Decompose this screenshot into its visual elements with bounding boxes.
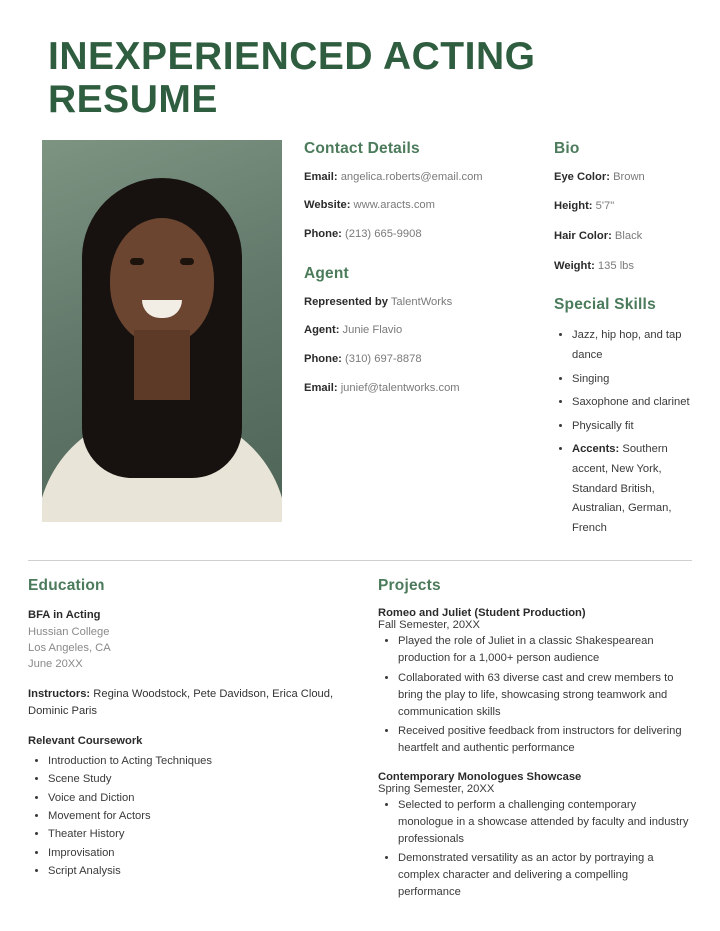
skill-label: Accents: bbox=[572, 443, 620, 456]
list-item: • Voice and Diction bbox=[48, 790, 358, 807]
agent-phone-value: (310) 697-8878 bbox=[345, 353, 422, 366]
contact-website-label: Website: bbox=[304, 199, 351, 212]
agent-phone bbox=[304, 352, 524, 368]
list-item bbox=[572, 440, 692, 538]
photo-eye-right bbox=[180, 258, 194, 265]
skill-text: Physically fit bbox=[572, 419, 634, 432]
education-location: Los Angeles, CA bbox=[28, 641, 111, 654]
bio-height-value: 5'7" bbox=[595, 200, 615, 213]
contact-email-value: angelica.roberts@email.com bbox=[340, 170, 483, 183]
skill-text: Southern accent, New York, Standard British, Australian, German, French bbox=[572, 443, 672, 534]
agent-represented-label: Represented by bbox=[304, 295, 388, 308]
education-instructors-value: Regina Woodstock, Pete Davidson, Erica Cloud, Dominic Paris bbox=[28, 688, 334, 717]
projects-heading: Projects bbox=[378, 577, 441, 595]
bio-eye-color-value: Brown bbox=[613, 170, 645, 183]
bio-weight-value: 135 lbs bbox=[597, 259, 634, 272]
contact-phone-value: (213) 665-9908 bbox=[345, 228, 422, 241]
list-item: • Received positive feedback from instructors for delivering heartfelt and authentic performance bbox=[398, 723, 692, 757]
project-bullets bbox=[378, 633, 692, 757]
contact-heading: Contact Details bbox=[304, 139, 420, 157]
coursework-list bbox=[28, 753, 358, 881]
skills-list bbox=[554, 326, 692, 538]
list-item bbox=[572, 417, 692, 437]
list-item: • Played the role of Juliet in a classic Shakespearean production for a 1,000+ person audience bbox=[398, 633, 692, 667]
skill-text: Singing bbox=[572, 372, 610, 385]
project-entry bbox=[378, 771, 692, 901]
list-item: • Scene Study bbox=[48, 771, 358, 788]
bio-height bbox=[554, 199, 692, 215]
agent-email-value: junief@talentworks.com bbox=[340, 381, 460, 394]
top-columns bbox=[282, 140, 692, 543]
contact-email bbox=[304, 170, 524, 186]
list-item bbox=[572, 326, 692, 365]
page-title: INEXPERIENCED ACTING RESUME bbox=[48, 35, 536, 121]
project-subtitle: Spring Semester, 20XX bbox=[378, 782, 495, 795]
list-item: • Collaborated with 63 diverse cast and crew members to bring the play to life, showcasing strong teamwork and communication skills bbox=[398, 670, 692, 720]
list-item: • Selected to perform a challenging contemporary monologue in a showcase attended by faculty and industry professionals bbox=[398, 797, 692, 847]
contact-column bbox=[304, 140, 524, 543]
bio-eye-color bbox=[554, 170, 692, 186]
coursework-block bbox=[28, 733, 358, 881]
agent-represented-value: TalentWorks bbox=[390, 295, 453, 308]
skills-heading: Special Skills bbox=[554, 296, 656, 314]
portrait-photo bbox=[42, 140, 282, 522]
agent-email-label: Email: bbox=[304, 381, 338, 394]
education-entry bbox=[28, 607, 358, 672]
agent-represented bbox=[304, 295, 524, 311]
contact-email-label: Email: bbox=[304, 170, 338, 183]
project-title: Contemporary Monologues Showcase bbox=[378, 770, 582, 783]
project-bullets bbox=[378, 797, 692, 901]
list-item bbox=[572, 370, 692, 390]
bio-hair-color bbox=[554, 229, 692, 245]
agent-phone-label: Phone: bbox=[304, 353, 342, 366]
photo-neck bbox=[134, 330, 190, 400]
list-item bbox=[572, 393, 692, 413]
list-item: • Script Analysis bbox=[48, 863, 358, 880]
bio-hair-color-label: Hair Color: bbox=[554, 230, 612, 243]
bio-height-label: Height: bbox=[554, 200, 593, 213]
section-divider bbox=[28, 560, 692, 561]
bottom-section bbox=[28, 577, 692, 914]
education-instructors bbox=[28, 686, 358, 718]
project-entry bbox=[378, 607, 692, 757]
top-section bbox=[28, 140, 692, 543]
education-degree: BFA in Acting bbox=[28, 609, 101, 622]
coursework-heading: Relevant Coursework bbox=[28, 734, 143, 747]
contact-website bbox=[304, 198, 524, 214]
list-item: • Introduction to Acting Techniques bbox=[48, 753, 358, 770]
project-title: Romeo and Juliet (Student Production) bbox=[378, 607, 586, 620]
photo-column bbox=[28, 140, 282, 522]
education-school: Hussian College bbox=[28, 625, 110, 638]
contact-phone bbox=[304, 227, 524, 243]
photo-face bbox=[110, 218, 214, 346]
list-item: • Improvisation bbox=[48, 845, 358, 862]
project-subtitle: Fall Semester, 20XX bbox=[378, 619, 480, 632]
bio-hair-color-value: Black bbox=[614, 230, 643, 243]
list-item: • Theater History bbox=[48, 826, 358, 843]
skill-text: Saxophone and clarinet bbox=[572, 396, 690, 409]
education-date: June 20XX bbox=[28, 658, 83, 671]
projects-column bbox=[378, 577, 692, 914]
skill-text: Jazz, hip hop, and tap dance bbox=[572, 329, 682, 362]
bio-column bbox=[542, 140, 692, 543]
agent-heading: Agent bbox=[304, 264, 349, 282]
bio-eye-color-label: Eye Color: bbox=[554, 170, 610, 183]
education-column bbox=[28, 577, 358, 914]
agent-name bbox=[304, 323, 524, 339]
agent-email bbox=[304, 381, 524, 397]
agent-name-label: Agent: bbox=[304, 324, 340, 337]
bio-weight bbox=[554, 259, 692, 275]
list-item: • Demonstrated versatility as an actor by portraying a complex character and delivering a compelling performance bbox=[398, 850, 692, 900]
education-heading: Education bbox=[28, 577, 105, 595]
photo-eye-left bbox=[130, 258, 144, 265]
education-instructors-label: Instructors: bbox=[28, 688, 91, 701]
bio-heading: Bio bbox=[554, 139, 580, 157]
list-item: • Movement for Actors bbox=[48, 808, 358, 825]
contact-phone-label: Phone: bbox=[304, 228, 342, 241]
contact-website-value: www.aracts.com bbox=[353, 199, 435, 212]
bio-weight-label: Weight: bbox=[554, 259, 595, 272]
agent-name-value: Junie Flavio bbox=[342, 324, 403, 337]
